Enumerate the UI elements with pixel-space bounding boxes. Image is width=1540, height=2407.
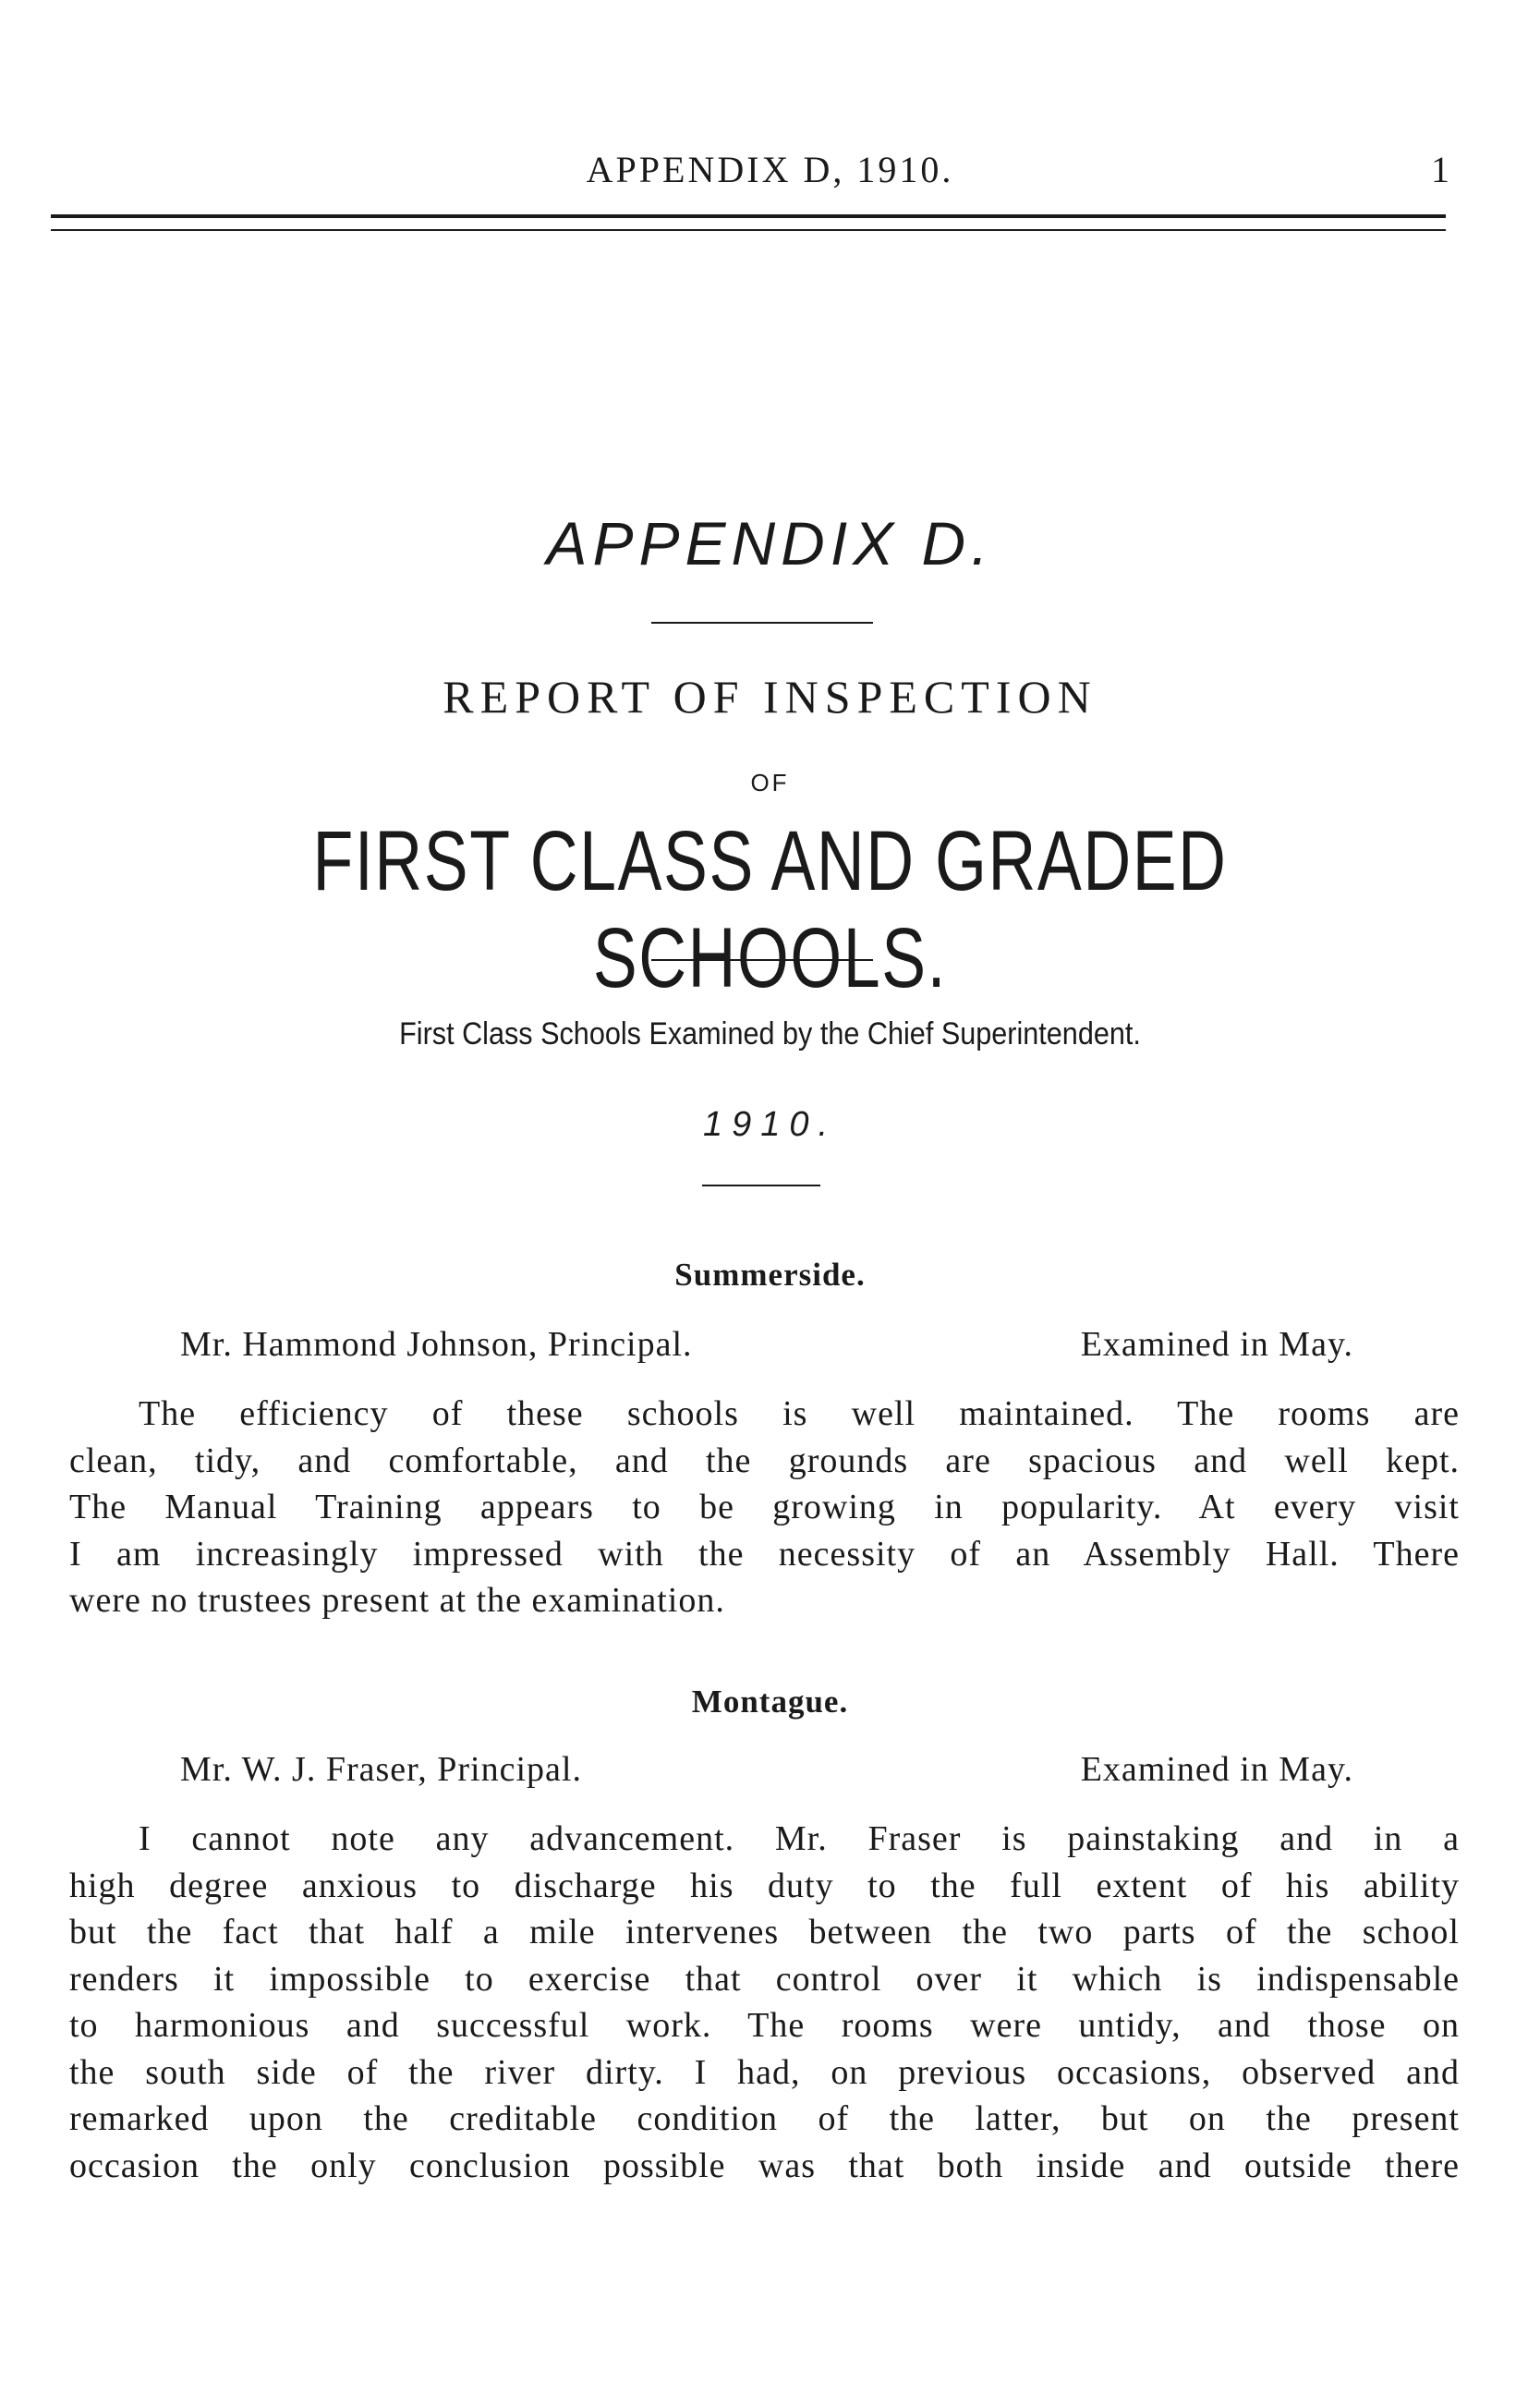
year-divider bbox=[702, 1185, 820, 1186]
paragraph-line: the south side of the river dirty. I had, on previous occasions, observed and bbox=[69, 2052, 1460, 2092]
running-header bbox=[0, 148, 1540, 194]
page-number: 1 bbox=[1431, 149, 1449, 190]
paragraph-line: were no trustees present at the examination. bbox=[69, 1581, 725, 1620]
title-divider bbox=[651, 622, 873, 624]
header-rule bbox=[51, 214, 1446, 231]
paragraph-line: renders it impossible to exercise that control over it which is indispensable bbox=[69, 1959, 1460, 1999]
examined-date: Examined in May. bbox=[1080, 1325, 1353, 1364]
paragraph-line: occasion the only conclusion possible was that both inside and outside there bbox=[69, 2146, 1460, 2185]
appendix-heading: APPENDIX D. bbox=[546, 509, 994, 577]
paragraph-line: to harmonious and successful work. The rooms were untidy, and those on bbox=[69, 2006, 1460, 2045]
principal-name: Mr. Hammond Johnson, Principal. bbox=[180, 1325, 693, 1364]
section-heading: Summerside. bbox=[674, 1257, 866, 1293]
paragraph-line: clean, tidy, and comfortable, and the grounds are spacious and well kept. bbox=[69, 1441, 1460, 1480]
paragraph-line: The Manual Training appears to be growing in popularity. At every visit bbox=[69, 1488, 1460, 1526]
year-heading: 1910. bbox=[702, 1105, 838, 1144]
running-title: APPENDIX D, 1910. bbox=[586, 149, 954, 190]
schools-heading: FIRST CLASS AND GRADED SCHOOLS. bbox=[312, 814, 1228, 1005]
examined-date: Examined in May. bbox=[1080, 1750, 1353, 1789]
subtitle: First Class Schools Examined by the Chief Superintendent. bbox=[399, 1016, 1141, 1052]
paragraph bbox=[69, 1391, 1460, 1624]
paragraph-line: but the fact that half a mile intervenes between the two parts of the school bbox=[69, 1913, 1460, 1951]
paragraph bbox=[69, 1816, 1460, 2189]
title-divider bbox=[651, 959, 873, 961]
section-heading: Montague. bbox=[691, 1684, 849, 1720]
paragraph-line: The efficiency of these schools is well maintained. The rooms are bbox=[139, 1394, 1460, 1433]
paragraph-line: I am increasingly impressed with the necessity of an Assembly Hall. There bbox=[69, 1534, 1460, 1574]
paragraph-line: I cannot note any advancement. Mr. Fraser is painstaking and in a bbox=[139, 1819, 1460, 1858]
of-connector: OF bbox=[750, 769, 790, 796]
report-heading: REPORT OF INSPECTION bbox=[443, 671, 1097, 723]
paragraph-line: high degree anxious to discharge his duty to the full extent of his ability bbox=[69, 1866, 1460, 1905]
principal-name: Mr. W. J. Fraser, Principal. bbox=[180, 1750, 582, 1789]
paragraph-line: remarked upon the creditable condition of the latter, but on the present bbox=[69, 2099, 1460, 2138]
